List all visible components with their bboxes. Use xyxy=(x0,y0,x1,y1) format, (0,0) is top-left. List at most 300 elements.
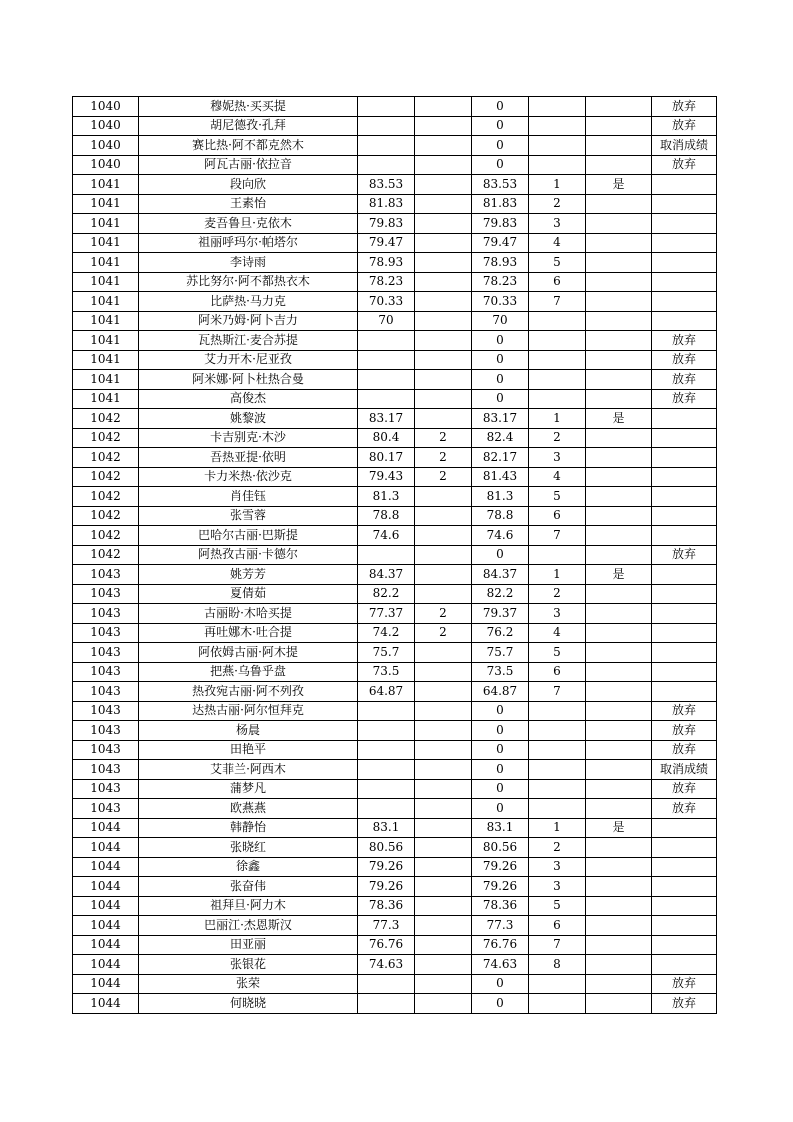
position-code-cell: 1041 xyxy=(73,175,139,195)
candidate-name-cell: 田艳平 xyxy=(139,740,358,760)
selected-cell: 是 xyxy=(586,565,652,585)
total-score-cell: 0 xyxy=(472,389,529,409)
total-score-cell: 80.56 xyxy=(472,838,529,858)
rank-cell xyxy=(529,994,586,1014)
table-row xyxy=(73,799,717,819)
selected-cell xyxy=(586,584,652,604)
total-score-cell: 70 xyxy=(472,311,529,331)
candidate-name-cell: 麦吾鲁旦·克依木 xyxy=(139,214,358,234)
table-row xyxy=(73,311,717,331)
position-code-cell: 1044 xyxy=(73,916,139,936)
position-code-cell: 1043 xyxy=(73,623,139,643)
candidate-name-cell: 阿米娜·阿卜杜热合曼 xyxy=(139,370,358,390)
total-score-cell: 0 xyxy=(472,136,529,156)
bonus-points-cell: 2 xyxy=(415,428,472,448)
rank-cell xyxy=(529,740,586,760)
selected-cell xyxy=(586,740,652,760)
remark-cell xyxy=(652,409,717,429)
table-row xyxy=(73,292,717,312)
total-score-cell: 0 xyxy=(472,545,529,565)
bonus-points-cell xyxy=(415,838,472,858)
total-score-cell: 73.5 xyxy=(472,662,529,682)
bonus-points-cell: 2 xyxy=(415,623,472,643)
written-score-cell: 82.2 xyxy=(358,584,415,604)
selected-cell xyxy=(586,760,652,780)
position-code-cell: 1044 xyxy=(73,974,139,994)
position-code-cell: 1042 xyxy=(73,428,139,448)
table-row xyxy=(73,370,717,390)
table-row xyxy=(73,448,717,468)
candidate-name-cell: 杨晨 xyxy=(139,721,358,741)
candidate-name-cell: 穆妮热·买买提 xyxy=(139,97,358,117)
total-score-cell: 0 xyxy=(472,994,529,1014)
written-score-cell xyxy=(358,740,415,760)
table-row xyxy=(73,721,717,741)
candidate-name-cell: 卡吉别克·木沙 xyxy=(139,428,358,448)
selected-cell xyxy=(586,97,652,117)
bonus-points-cell xyxy=(415,116,472,136)
bonus-points-cell xyxy=(415,311,472,331)
table-row xyxy=(73,916,717,936)
written-score-cell: 80.17 xyxy=(358,448,415,468)
bonus-points-cell xyxy=(415,253,472,273)
remark-cell: 放弃 xyxy=(652,974,717,994)
selected-cell xyxy=(586,311,652,331)
bonus-points-cell xyxy=(415,643,472,663)
table-row xyxy=(73,155,717,175)
remark-cell: 放弃 xyxy=(652,545,717,565)
written-score-cell xyxy=(358,331,415,351)
total-score-cell: 76.76 xyxy=(472,935,529,955)
rank-cell: 6 xyxy=(529,506,586,526)
bonus-points-cell xyxy=(415,896,472,916)
written-score-cell xyxy=(358,701,415,721)
bonus-points-cell xyxy=(415,740,472,760)
position-code-cell: 1041 xyxy=(73,233,139,253)
selected-cell xyxy=(586,487,652,507)
written-score-cell xyxy=(358,974,415,994)
rank-cell xyxy=(529,331,586,351)
bonus-points-cell xyxy=(415,682,472,702)
candidate-name-cell: 达热古丽·阿尔恒拜克 xyxy=(139,701,358,721)
position-code-cell: 1043 xyxy=(73,701,139,721)
rank-cell: 3 xyxy=(529,877,586,897)
selected-cell xyxy=(586,389,652,409)
candidate-name-cell: 阿瓦古丽·依拉音 xyxy=(139,155,358,175)
table-row xyxy=(73,935,717,955)
candidate-name-cell: 何晓晓 xyxy=(139,994,358,1014)
table-row xyxy=(73,623,717,643)
bonus-points-cell xyxy=(415,877,472,897)
candidate-name-cell: 苏比努尔·阿不都热衣木 xyxy=(139,272,358,292)
bonus-points-cell xyxy=(415,955,472,975)
bonus-points-cell xyxy=(415,779,472,799)
written-score-cell xyxy=(358,97,415,117)
bonus-points-cell xyxy=(415,175,472,195)
written-score-cell: 74.2 xyxy=(358,623,415,643)
position-code-cell: 1041 xyxy=(73,272,139,292)
rank-cell: 3 xyxy=(529,214,586,234)
rank-cell: 4 xyxy=(529,233,586,253)
table-row xyxy=(73,272,717,292)
candidate-name-cell: 姚芳芳 xyxy=(139,565,358,585)
table-row xyxy=(73,682,717,702)
table-row xyxy=(73,409,717,429)
selected-cell xyxy=(586,838,652,858)
table-row xyxy=(73,877,717,897)
position-code-cell: 1044 xyxy=(73,896,139,916)
table-row xyxy=(73,955,717,975)
written-score-cell xyxy=(358,350,415,370)
total-score-cell: 79.47 xyxy=(472,233,529,253)
table-row xyxy=(73,526,717,546)
selected-cell xyxy=(586,506,652,526)
table-row xyxy=(73,818,717,838)
remark-cell xyxy=(652,877,717,897)
selected-cell xyxy=(586,292,652,312)
total-score-cell: 82.2 xyxy=(472,584,529,604)
bonus-points-cell xyxy=(415,799,472,819)
total-score-cell: 0 xyxy=(472,779,529,799)
candidate-name-cell: 比萨热·马力克 xyxy=(139,292,358,312)
rank-cell: 2 xyxy=(529,838,586,858)
table-row xyxy=(73,194,717,214)
remark-cell: 放弃 xyxy=(652,389,717,409)
selected-cell xyxy=(586,116,652,136)
written-score-cell xyxy=(358,760,415,780)
table-row xyxy=(73,233,717,253)
selected-cell xyxy=(586,623,652,643)
position-code-cell: 1043 xyxy=(73,740,139,760)
bonus-points-cell xyxy=(415,721,472,741)
bonus-points-cell xyxy=(415,194,472,214)
total-score-cell: 79.37 xyxy=(472,604,529,624)
table-row xyxy=(73,487,717,507)
total-score-cell: 79.83 xyxy=(472,214,529,234)
position-code-cell: 1040 xyxy=(73,155,139,175)
remark-cell: 放弃 xyxy=(652,350,717,370)
candidate-name-cell: 热孜宛古丽·阿不列孜 xyxy=(139,682,358,702)
candidate-name-cell: 高俊杰 xyxy=(139,389,358,409)
bonus-points-cell xyxy=(415,292,472,312)
bonus-points-cell xyxy=(415,662,472,682)
rank-cell xyxy=(529,155,586,175)
written-score-cell: 81.3 xyxy=(358,487,415,507)
total-score-cell: 0 xyxy=(472,974,529,994)
written-score-cell xyxy=(358,994,415,1014)
rank-cell: 7 xyxy=(529,526,586,546)
written-score-cell: 84.37 xyxy=(358,565,415,585)
candidate-name-cell: 韩静怡 xyxy=(139,818,358,838)
position-code-cell: 1042 xyxy=(73,487,139,507)
selected-cell xyxy=(586,428,652,448)
position-code-cell: 1041 xyxy=(73,370,139,390)
remark-cell xyxy=(652,311,717,331)
table-row xyxy=(73,175,717,195)
bonus-points-cell xyxy=(415,350,472,370)
total-score-cell: 0 xyxy=(472,155,529,175)
written-score-cell: 83.53 xyxy=(358,175,415,195)
selected-cell xyxy=(586,994,652,1014)
remark-cell xyxy=(652,487,717,507)
candidate-name-cell: 张银花 xyxy=(139,955,358,975)
table-row xyxy=(73,779,717,799)
remark-cell xyxy=(652,604,717,624)
selected-cell xyxy=(586,643,652,663)
written-score-cell: 75.7 xyxy=(358,643,415,663)
candidate-name-cell: 艾菲兰·阿西木 xyxy=(139,760,358,780)
remark-cell xyxy=(652,935,717,955)
bonus-points-cell xyxy=(415,974,472,994)
bonus-points-cell xyxy=(415,155,472,175)
remark-cell xyxy=(652,682,717,702)
total-score-cell: 0 xyxy=(472,116,529,136)
total-score-cell: 82.17 xyxy=(472,448,529,468)
total-score-cell: 0 xyxy=(472,760,529,780)
selected-cell: 是 xyxy=(586,409,652,429)
table-row xyxy=(73,896,717,916)
rank-cell xyxy=(529,136,586,156)
total-score-cell: 78.8 xyxy=(472,506,529,526)
candidate-name-cell: 艾力开木·尼亚孜 xyxy=(139,350,358,370)
position-code-cell: 1041 xyxy=(73,350,139,370)
total-score-cell: 79.26 xyxy=(472,877,529,897)
written-score-cell: 80.56 xyxy=(358,838,415,858)
total-score-cell: 70.33 xyxy=(472,292,529,312)
written-score-cell: 79.26 xyxy=(358,877,415,897)
written-score-cell: 79.83 xyxy=(358,214,415,234)
table-row xyxy=(73,253,717,273)
candidate-name-cell: 夏倩茹 xyxy=(139,584,358,604)
position-code-cell: 1044 xyxy=(73,935,139,955)
selected-cell xyxy=(586,526,652,546)
selected-cell xyxy=(586,448,652,468)
table-row xyxy=(73,662,717,682)
selected-cell xyxy=(586,467,652,487)
remark-cell xyxy=(652,214,717,234)
position-code-cell: 1043 xyxy=(73,760,139,780)
rank-cell xyxy=(529,974,586,994)
position-code-cell: 1042 xyxy=(73,526,139,546)
total-score-cell: 76.2 xyxy=(472,623,529,643)
rank-cell: 7 xyxy=(529,292,586,312)
candidate-name-cell: 张荣 xyxy=(139,974,358,994)
position-code-cell: 1042 xyxy=(73,409,139,429)
selected-cell xyxy=(586,877,652,897)
table-row xyxy=(73,350,717,370)
written-score-cell: 79.26 xyxy=(358,857,415,877)
selected-cell xyxy=(586,253,652,273)
position-code-cell: 1044 xyxy=(73,818,139,838)
selected-cell xyxy=(586,955,652,975)
total-score-cell: 0 xyxy=(472,701,529,721)
total-score-cell: 75.7 xyxy=(472,643,529,663)
total-score-cell: 84.37 xyxy=(472,565,529,585)
position-code-cell: 1043 xyxy=(73,682,139,702)
remark-cell xyxy=(652,428,717,448)
selected-cell xyxy=(586,916,652,936)
position-code-cell: 1041 xyxy=(73,311,139,331)
rank-cell: 6 xyxy=(529,662,586,682)
remark-cell: 放弃 xyxy=(652,721,717,741)
rank-cell: 3 xyxy=(529,604,586,624)
position-code-cell: 1043 xyxy=(73,565,139,585)
bonus-points-cell: 2 xyxy=(415,467,472,487)
total-score-cell: 78.93 xyxy=(472,253,529,273)
bonus-points-cell xyxy=(415,506,472,526)
rank-cell xyxy=(529,799,586,819)
rank-cell: 1 xyxy=(529,175,586,195)
rank-cell xyxy=(529,721,586,741)
total-score-cell: 0 xyxy=(472,97,529,117)
position-code-cell: 1043 xyxy=(73,604,139,624)
table-row xyxy=(73,136,717,156)
bonus-points-cell xyxy=(415,487,472,507)
written-score-cell xyxy=(358,370,415,390)
remark-cell xyxy=(652,662,717,682)
written-score-cell: 76.76 xyxy=(358,935,415,955)
candidate-name-cell: 阿热孜古丽·卡德尔 xyxy=(139,545,358,565)
table-row xyxy=(73,701,717,721)
position-code-cell: 1040 xyxy=(73,97,139,117)
position-code-cell: 1041 xyxy=(73,194,139,214)
table-row xyxy=(73,467,717,487)
position-code-cell: 1043 xyxy=(73,662,139,682)
candidate-name-cell: 卡力米热·依沙克 xyxy=(139,467,358,487)
bonus-points-cell xyxy=(415,272,472,292)
remark-cell: 放弃 xyxy=(652,779,717,799)
candidate-name-cell: 阿米乃姆·阿卜吉力 xyxy=(139,311,358,331)
rank-cell: 2 xyxy=(529,428,586,448)
position-code-cell: 1044 xyxy=(73,838,139,858)
table-row xyxy=(73,584,717,604)
candidate-name-cell: 段向欣 xyxy=(139,175,358,195)
remark-cell xyxy=(652,818,717,838)
remark-cell xyxy=(652,506,717,526)
written-score-cell: 81.83 xyxy=(358,194,415,214)
remark-cell: 放弃 xyxy=(652,97,717,117)
rank-cell: 2 xyxy=(529,584,586,604)
position-code-cell: 1042 xyxy=(73,467,139,487)
candidate-name-cell: 祖拜旦·阿力木 xyxy=(139,896,358,916)
written-score-cell: 77.3 xyxy=(358,916,415,936)
position-code-cell: 1041 xyxy=(73,331,139,351)
position-code-cell: 1044 xyxy=(73,994,139,1014)
position-code-cell: 1040 xyxy=(73,116,139,136)
position-code-cell: 1044 xyxy=(73,857,139,877)
written-score-cell xyxy=(358,799,415,819)
total-score-cell: 81.83 xyxy=(472,194,529,214)
bonus-points-cell xyxy=(415,818,472,838)
total-score-cell: 0 xyxy=(472,370,529,390)
written-score-cell xyxy=(358,136,415,156)
table-row xyxy=(73,97,717,117)
bonus-points-cell xyxy=(415,994,472,1014)
bonus-points-cell xyxy=(415,701,472,721)
bonus-points-cell xyxy=(415,760,472,780)
rank-cell: 4 xyxy=(529,467,586,487)
total-score-cell: 82.4 xyxy=(472,428,529,448)
written-score-cell: 78.93 xyxy=(358,253,415,273)
table-row xyxy=(73,838,717,858)
written-score-cell xyxy=(358,389,415,409)
total-score-cell: 74.6 xyxy=(472,526,529,546)
remark-cell xyxy=(652,526,717,546)
position-code-cell: 1043 xyxy=(73,779,139,799)
results-table xyxy=(72,96,717,1014)
table-row xyxy=(73,428,717,448)
bonus-points-cell xyxy=(415,935,472,955)
bonus-points-cell xyxy=(415,565,472,585)
remark-cell: 放弃 xyxy=(652,701,717,721)
selected-cell xyxy=(586,721,652,741)
candidate-name-cell: 张雪蓉 xyxy=(139,506,358,526)
total-score-cell: 83.17 xyxy=(472,409,529,429)
bonus-points-cell xyxy=(415,857,472,877)
selected-cell xyxy=(586,662,652,682)
written-score-cell: 80.4 xyxy=(358,428,415,448)
remark-cell xyxy=(652,896,717,916)
total-score-cell: 0 xyxy=(472,331,529,351)
position-code-cell: 1043 xyxy=(73,643,139,663)
written-score-cell: 64.87 xyxy=(358,682,415,702)
rank-cell xyxy=(529,760,586,780)
bonus-points-cell xyxy=(415,389,472,409)
total-score-cell: 74.63 xyxy=(472,955,529,975)
selected-cell xyxy=(586,370,652,390)
bonus-points-cell xyxy=(415,214,472,234)
written-score-cell: 74.63 xyxy=(358,955,415,975)
candidate-name-cell: 姚黎波 xyxy=(139,409,358,429)
table-row xyxy=(73,506,717,526)
rank-cell xyxy=(529,545,586,565)
bonus-points-cell xyxy=(415,331,472,351)
rank-cell xyxy=(529,701,586,721)
selected-cell xyxy=(586,233,652,253)
candidate-name-cell: 王素怡 xyxy=(139,194,358,214)
rank-cell: 8 xyxy=(529,955,586,975)
rank-cell: 6 xyxy=(529,916,586,936)
written-score-cell: 83.17 xyxy=(358,409,415,429)
candidate-name-cell: 欧燕燕 xyxy=(139,799,358,819)
remark-cell xyxy=(652,838,717,858)
candidate-name-cell: 赛比热·阿不都克然木 xyxy=(139,136,358,156)
table-row xyxy=(73,116,717,136)
table-row xyxy=(73,760,717,780)
written-score-cell xyxy=(358,155,415,175)
remark-cell xyxy=(652,175,717,195)
remark-cell: 放弃 xyxy=(652,155,717,175)
bonus-points-cell xyxy=(415,370,472,390)
written-score-cell xyxy=(358,721,415,741)
rank-cell: 7 xyxy=(529,935,586,955)
rank-cell xyxy=(529,370,586,390)
rank-cell: 5 xyxy=(529,896,586,916)
position-code-cell: 1041 xyxy=(73,214,139,234)
table-row xyxy=(73,545,717,565)
rank-cell xyxy=(529,116,586,136)
candidate-name-cell: 胡尼德孜·孔拜 xyxy=(139,116,358,136)
remark-cell: 放弃 xyxy=(652,116,717,136)
total-score-cell: 83.1 xyxy=(472,818,529,838)
remark-cell xyxy=(652,955,717,975)
candidate-name-cell: 张奋伟 xyxy=(139,877,358,897)
candidate-name-cell: 吾热亚提·依明 xyxy=(139,448,358,468)
written-score-cell: 79.43 xyxy=(358,467,415,487)
rank-cell: 3 xyxy=(529,857,586,877)
selected-cell xyxy=(586,799,652,819)
rank-cell xyxy=(529,389,586,409)
